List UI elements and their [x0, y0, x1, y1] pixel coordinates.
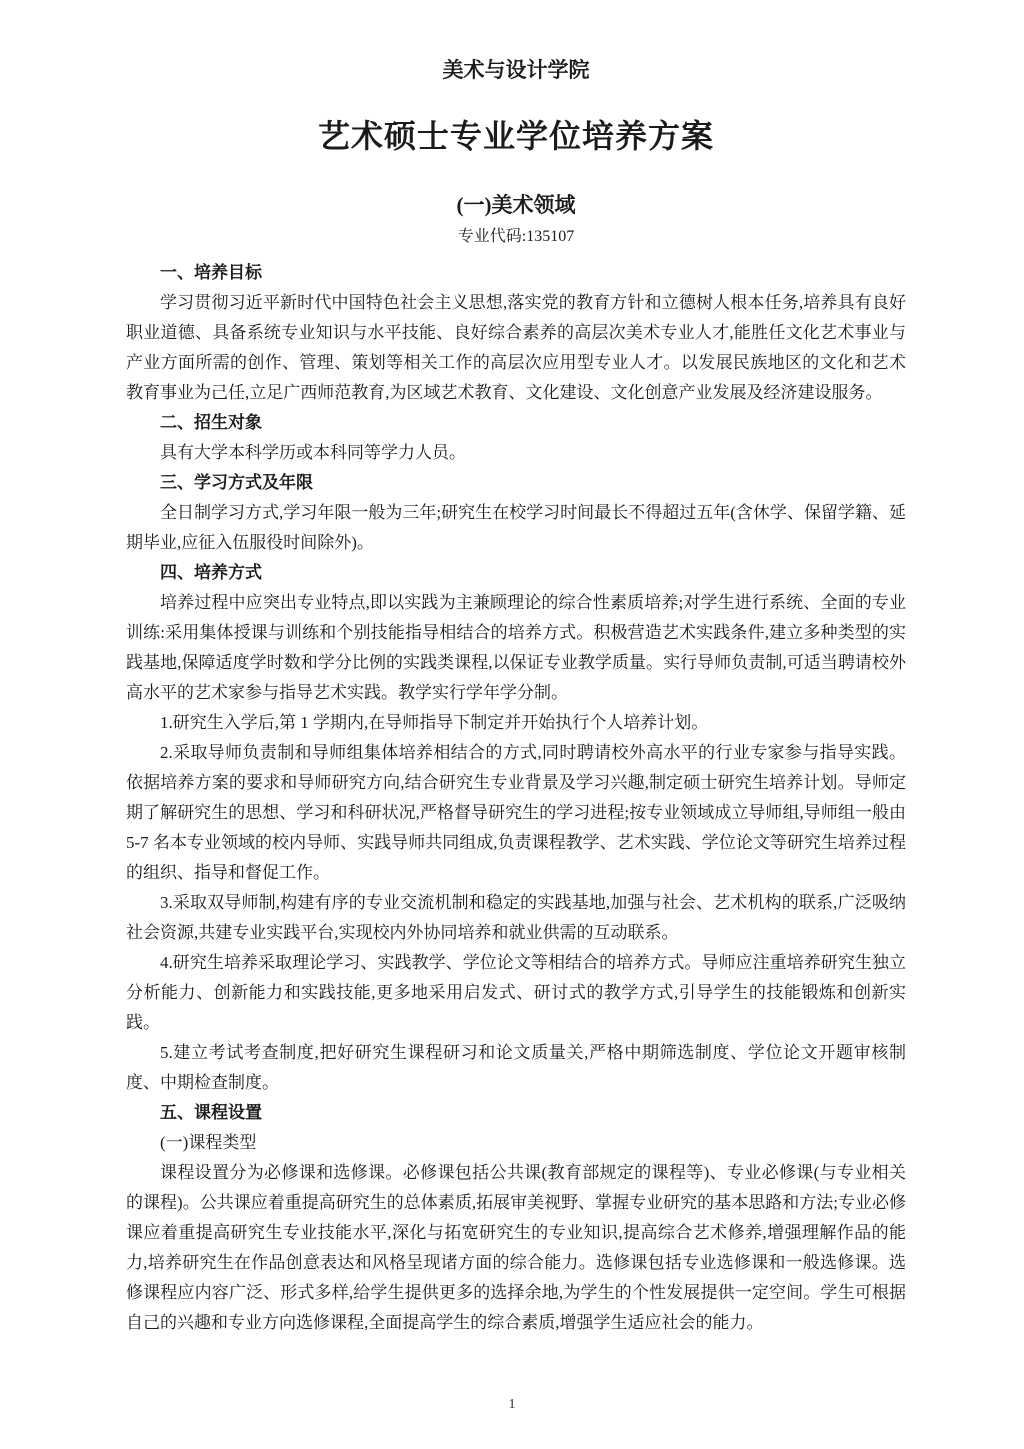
section-heading-4: 四、培养方式	[160, 563, 262, 582]
document-title: 艺术硕士专业学位培养方案	[317, 118, 714, 154]
page-number: 1	[508, 1397, 516, 1412]
section-heading-5: 五、课程设置	[160, 1103, 262, 1122]
section-heading-1: 一、培养目标	[160, 263, 262, 282]
section-4-item-2: 2.采取导师负责制和导师组集体培养相结合的方式,同时聘请校外高水平的行业专家参与指导实践。依据培养方案的要求和导师研究方向,结合研究生专业背景及学习兴趣,制定硕士研究生培养计划。导师定期了解研究生的思想、学习和科研状况,严格督导研究生的学习进程;按专业领域成立导师组,导师组一般由 5-7 名本专业领域的校内导师、实践导师共同组成,负责课程教学、艺术实践、学位论文等研究生培养过程的组织、指导和督促工作。	[126, 743, 906, 882]
field-title: (一)美术领域	[456, 193, 576, 217]
section-4-item-4: 4.研究生培养采取理论学习、实践教学、学位论文等相结合的培养方式。导师应注重培养研究生独立分析能力、创新能力和实践技能,更多地采用启发式、研讨式的教学方式,引导学生的技能锻炼和创新实践。	[126, 953, 906, 1032]
section-2-paragraph-1: 具有大学本科学历或本科同等学力人员。	[160, 443, 466, 462]
section-4-item-5: 5.建立考试考查制度,把好研究生课程研习和论文质量关,严格中期筛选制度、学位论文开题审核制度、中期检查制度。	[126, 1043, 906, 1092]
section-4-item-3: 3.采取双导师制,构建有序的专业交流机制和稳定的实践基地,加强与社会、艺术机构的联系,广泛吸纳社会资源,共建专业实践平台,实现校内外协同培养和就业供需的互动联系。	[126, 893, 906, 942]
section-heading-2: 二、招生对象	[160, 413, 262, 432]
section-3-paragraph-1: 全日制学习方式,学习年限一般为三年;研究生在校学习时间最长不得超过五年(含休学、保留学籍、延期毕业,应征入伍服役时间除外)。	[126, 503, 906, 552]
section-1-paragraph-1: 学习贯彻习近平新时代中国特色社会主义思想,落实党的教育方针和立德树人根本任务,培养具有良好职业道德、具备系统专业知识与水平技能、良好综合素养的高层次美术专业人才,能胜任文化艺术事业与产业方面所需的创作、管理、策划等相关工作的高层次应用型专业人才。以发展民族地区的文化和艺术教育事业为己任,立足广西师范教育,为区域艺术教育、文化建设、文化创意产业发展及经济建设服务。	[126, 293, 906, 402]
section-5-subheading: (一)课程类型	[160, 1133, 257, 1152]
college-name: 美术与设计学院	[442, 58, 590, 82]
major-code: 专业代码:135107	[457, 228, 575, 245]
section-4-paragraph-1: 培养过程中应突出专业特点,即以实践为主兼顾理论的综合性素质培养;对学生进行系统、全面的专业训练:采用集体授课与训练和个别技能指导相结合的培养方式。积极营造艺术实践条件,建立多种类型的实践基地,保障适度学时数和学分比例的实践类课程,以保证专业教学质量。实行导师负责制,可适当聘请校外高水平的艺术家参与指导艺术实践。教学实行学年学分制。	[126, 593, 906, 702]
section-5-paragraph-1: 课程设置分为必修课和选修课。必修课包括公共课(教育部规定的课程等)、专业必修课(与专业相关的课程)。公共课应着重提高研究生的总体素质,拓展审美视野、掌握专业研究的基本思路和方法;专业必修课应着重提高研究生专业技能水平,深化与拓宽研究生的专业知识,提高综合艺术修养,增强理解作品的能力,培养研究生在作品创意表达和风格呈现诸方面的综合能力。选修课包括专业选修课和一般选修课。选修课程应内容广泛、形式多样,给学生提供更多的选择余地,为学生的个性发展提供一定空间。学生可根据自己的兴趣和专业方向选修课程,全面提高学生的综合素质,增强学生适应社会的能力。	[126, 1163, 906, 1332]
section-heading-3: 三、学习方式及年限	[160, 473, 313, 492]
section-4-item-1: 1.研究生入学后,第 1 学期内,在导师指导下制定并开始执行个人培养计划。	[160, 713, 709, 732]
document-body	[126, 258, 906, 1338]
